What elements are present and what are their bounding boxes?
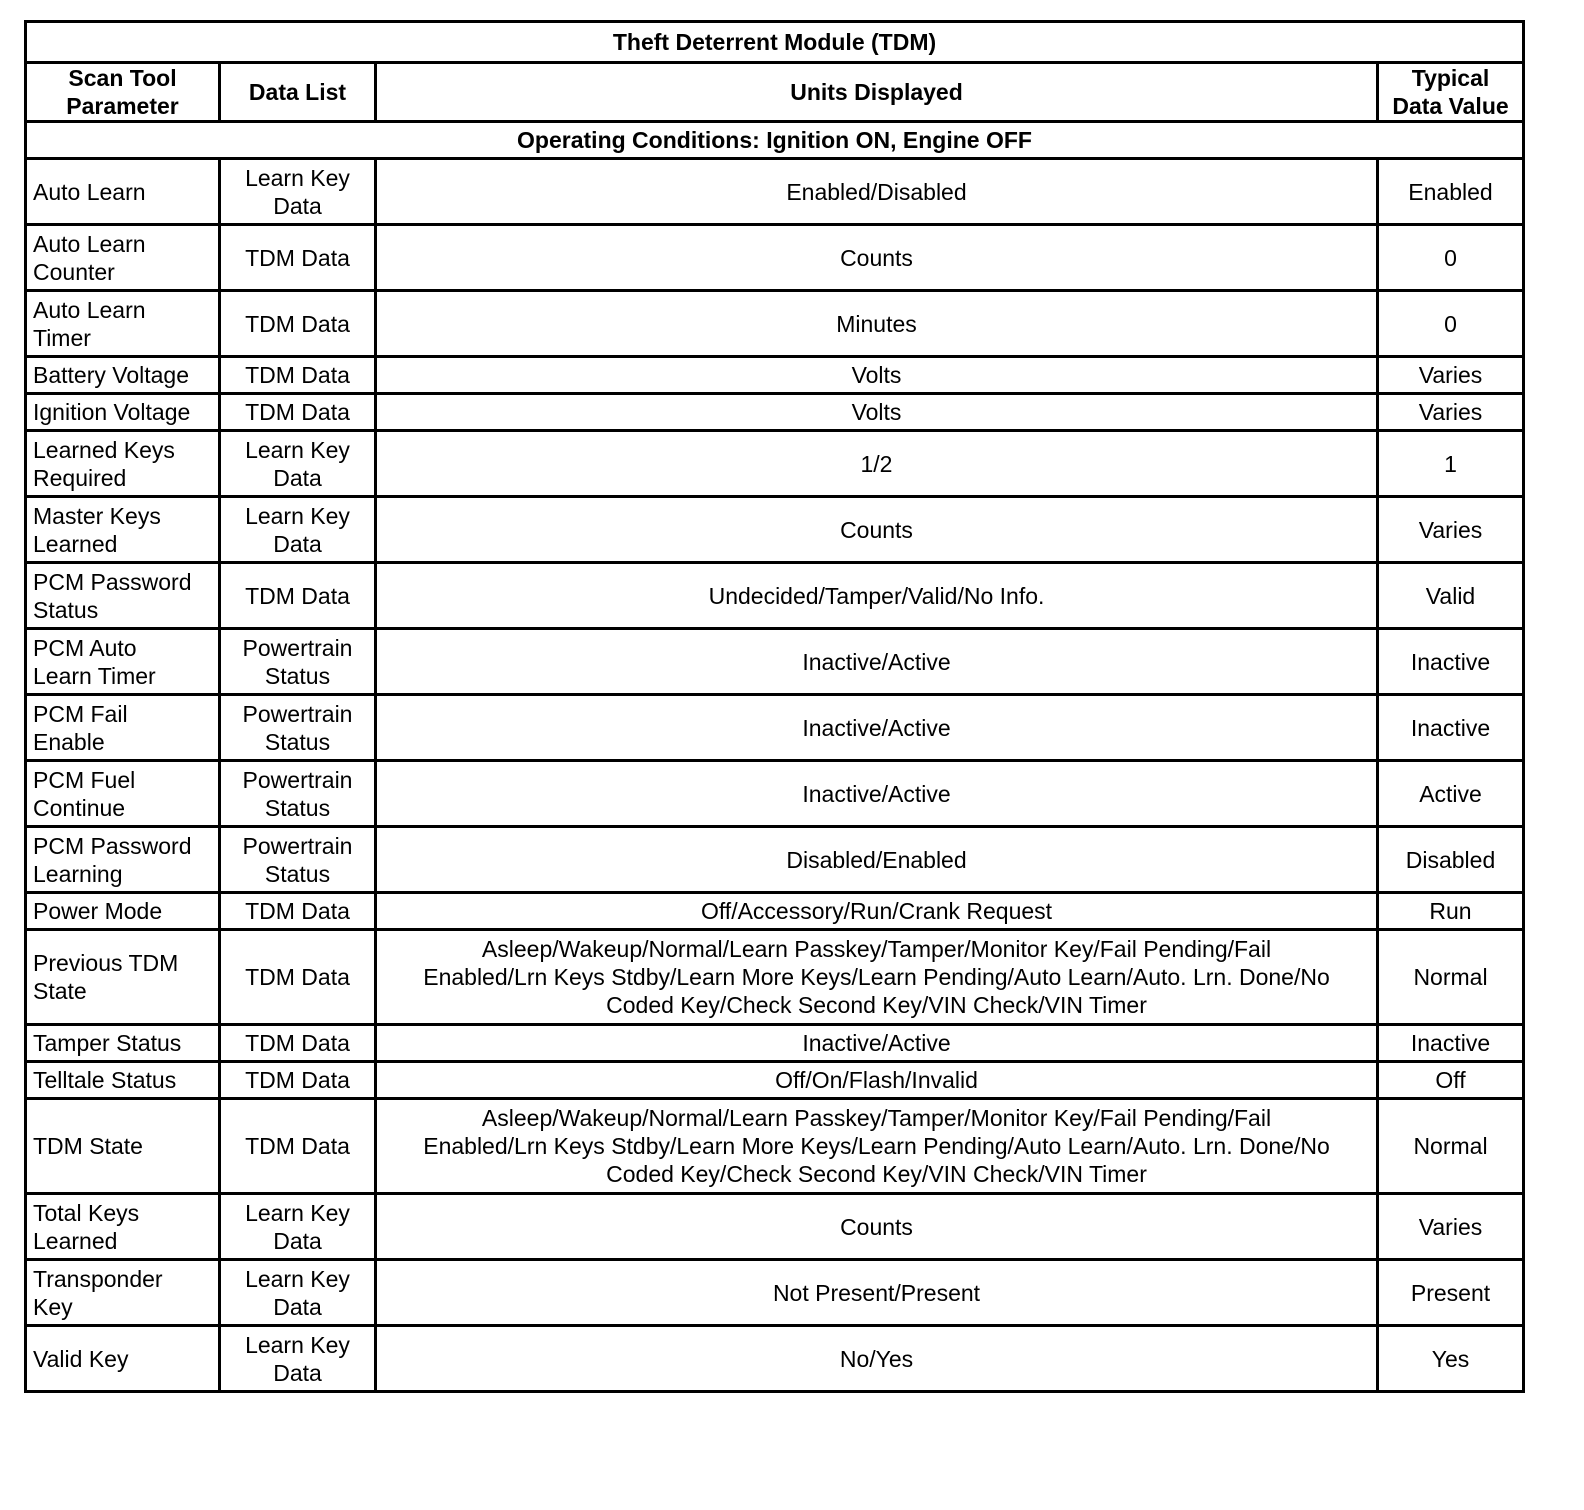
cell-units-line: Asleep/Wakeup/Normal/Learn Passkey/Tamper/Monitor Key/Fail Pending/Fail [481,936,1272,962]
cell-units [376,225,1378,291]
cell-parameter-line: Status [33,596,99,623]
cell-parameter-line: Power Mode [33,898,163,924]
table-row [26,1062,1524,1099]
cell-parameter [26,827,220,893]
cell-data-list-line: TDM Data [245,399,350,425]
header-data-list: Data List [220,63,376,122]
cell-data-list-line: Learn Key [245,1199,350,1226]
cell-parameter-line: Key [33,1293,73,1320]
cell-parameter-line: Counter [33,258,115,285]
cell-units-line: Enabled/Lrn Keys Stdby/Learn More Keys/Learn Pending/Auto Learn/Auto. Lrn. Done/No [423,1133,1330,1159]
cell-parameter [26,761,220,827]
cell-parameter-line: Learning [33,860,123,887]
cell-units [376,563,1378,629]
table-row [26,225,1524,291]
cell-typical-value: Inactive [1378,1025,1524,1062]
cell-parameter-line: Valid Key [33,1345,129,1372]
cell-data-list-line: Status [264,728,331,755]
cell-parameter [26,159,220,225]
cell-data-list-line: TDM Data [245,310,350,337]
cell-units-line: Inactive/Active [802,714,951,741]
cell-data-list [220,930,376,1025]
cell-units [376,1260,1378,1326]
cell-units [376,1194,1378,1260]
cell-data-list [220,629,376,695]
cell-units-line: Minutes [836,310,917,337]
cell-parameter [26,357,220,394]
cell-data-list [220,761,376,827]
cell-parameter [26,394,220,431]
cell-parameter-line: PCM Password [33,568,192,595]
cell-units-line: Undecided/Tamper/Valid/No Info. [708,582,1045,609]
cell-parameter [26,893,220,930]
table-row [26,497,1524,563]
cell-units-line: Asleep/Wakeup/Normal/Learn Passkey/Tamper/Monitor Key/Fail Pending/Fail [481,1105,1272,1131]
cell-parameter-line: Auto Learn [33,178,146,205]
cell-data-list-line: Powertrain [242,700,353,727]
cell-data-list-line: Learn Key [245,1265,350,1292]
cell-parameter [26,1326,220,1392]
cell-typical-value: 1 [1378,431,1524,497]
cell-units-line: 1/2 [860,450,893,477]
table-row [26,761,1524,827]
cell-data-list-line: TDM Data [245,964,350,990]
cell-units [376,629,1378,695]
table-row [26,1194,1524,1260]
cell-typical-value: Yes [1378,1326,1524,1392]
cell-data-list [220,431,376,497]
cell-units-line: Inactive/Active [802,1030,951,1056]
cell-units [376,930,1378,1025]
cell-data-list-line: Learn Key [245,1331,350,1358]
cell-data-list-line: Powertrain [242,634,353,661]
table-row [26,563,1524,629]
cell-units [376,1025,1378,1062]
cell-units [376,431,1378,497]
cell-units-line: Coded Key/Check Second Key/VIN Check/VIN Timer [606,992,1147,1018]
cell-data-list-line: Powertrain [242,766,353,793]
cell-parameter-line: Total Keys [33,1199,140,1226]
table-body [26,159,1524,1392]
cell-units-line: Inactive/Active [802,780,951,807]
cell-data-list-line: TDM Data [245,582,350,609]
table-row [26,431,1524,497]
cell-parameter-line: PCM Fail [33,700,128,727]
cell-parameter-line: Ignition Voltage [33,399,191,425]
cell-typical-value: Enabled [1378,159,1524,225]
cell-units [376,394,1378,431]
cell-data-list-line: Status [264,794,331,821]
header-row [26,63,1524,122]
cell-units-line: Counts [840,516,913,543]
cell-typical-value: Varies [1378,394,1524,431]
cell-typical-value: Active [1378,761,1524,827]
cell-units-line: No/Yes [839,1345,914,1372]
cell-parameter-line: Auto Learn [33,230,146,257]
cell-data-list-line: TDM Data [245,898,350,924]
cell-parameter-line: Telltale Status [33,1067,177,1093]
cell-data-list-line: Data [273,530,322,557]
cell-data-list-line: TDM Data [245,362,350,388]
cell-parameter [26,225,220,291]
table-title: Theft Deterrent Module (TDM) [26,22,1524,63]
tdm-data-table [24,20,1525,1393]
cell-parameter-line: Timer [33,324,91,351]
table-row [26,893,1524,930]
cell-parameter-line: PCM Fuel [33,766,136,793]
cell-data-list-line: Status [264,860,331,887]
table-row [26,1025,1524,1062]
header-typical-value [1378,63,1524,122]
cell-typical-value: Normal [1378,930,1524,1025]
cell-parameter-line: Required [33,464,127,491]
table-row [26,695,1524,761]
cell-units-line: Off/Accessory/Run/Crank Request [700,898,1053,924]
cell-data-list-line: Learn Key [245,436,350,463]
cell-data-list-line: TDM Data [245,244,350,271]
cell-parameter-line: PCM Auto [33,634,137,661]
table-row [26,159,1524,225]
cell-parameter [26,629,220,695]
cell-parameter-line: Auto Learn [33,296,146,323]
cell-typical-value: Inactive [1378,629,1524,695]
cell-typical-value: Varies [1378,497,1524,563]
cell-parameter [26,1260,220,1326]
cell-units [376,497,1378,563]
cell-parameter-line: Tamper Status [33,1030,182,1056]
cell-data-list [220,1099,376,1194]
cell-data-list [220,394,376,431]
cell-data-list [220,1326,376,1392]
cell-typical-value: Varies [1378,357,1524,394]
cell-parameter [26,563,220,629]
cell-units-line: Not Present/Present [772,1279,981,1306]
cell-typical-value: Run [1378,893,1524,930]
cell-data-list-line: Data [273,1293,322,1320]
cell-units [376,827,1378,893]
table-row [26,930,1524,1025]
cell-units-line: Coded Key/Check Second Key/VIN Check/VIN Timer [606,1161,1147,1187]
cell-units [376,1326,1378,1392]
table-row [26,1326,1524,1392]
cell-data-list-line: Data [273,1359,322,1386]
cell-parameter-line: Learned Keys [33,436,175,463]
cell-units [376,1099,1378,1194]
cell-typical-value: Varies [1378,1194,1524,1260]
cell-data-list [220,695,376,761]
cell-units [376,357,1378,394]
cell-parameter-line: Master Keys [33,502,161,529]
cell-units [376,761,1378,827]
cell-parameter [26,1025,220,1062]
cell-parameter [26,695,220,761]
cell-data-list-line: Learn Key [245,164,350,191]
header-typical-line: Data Value [1392,93,1509,119]
cell-data-list [220,291,376,357]
table-row [26,1099,1524,1194]
cell-parameter-line: Enable [33,728,105,755]
cell-parameter-line: Learned [33,1227,118,1254]
cell-parameter [26,1062,220,1099]
table-row [26,629,1524,695]
cell-data-list [220,1025,376,1062]
cell-units [376,291,1378,357]
cell-units [376,695,1378,761]
cell-units-line: Counts [840,244,913,271]
cell-units-line: Inactive/Active [802,648,951,675]
cell-typical-value: Off [1378,1062,1524,1099]
cell-units-line: Counts [840,1213,913,1240]
cell-units-line: Disabled/Enabled [786,846,967,873]
header-parameter-line: Parameter [66,93,179,119]
cell-data-list [220,1260,376,1326]
cell-data-list [220,225,376,291]
cell-data-list-line: Data [273,464,322,491]
cell-parameter-line: Battery Voltage [33,362,189,388]
cell-units [376,1062,1378,1099]
table-row [26,394,1524,431]
cell-data-list [220,1194,376,1260]
cell-parameter-line: State [33,978,87,1004]
cell-units-line: Volts [851,399,902,425]
cell-units [376,159,1378,225]
cell-parameter-line: Learned [33,530,118,557]
cell-typical-value: 0 [1378,291,1524,357]
cell-typical-value: Normal [1378,1099,1524,1194]
cell-data-list [220,827,376,893]
cell-typical-value: 0 [1378,225,1524,291]
header-parameter [26,63,220,122]
cell-data-list [220,1062,376,1099]
cell-data-list-line: TDM Data [245,1067,350,1093]
table-row [26,827,1524,893]
cell-typical-value: Present [1378,1260,1524,1326]
cell-parameter-line: PCM Password [33,832,192,859]
cell-parameter [26,291,220,357]
cell-data-list-line: TDM Data [245,1133,350,1159]
cell-data-list [220,497,376,563]
operating-conditions: Operating Conditions: Ignition ON, Engine OFF [26,122,1524,159]
header-typical-line: Typical [1411,65,1490,91]
cell-parameter [26,431,220,497]
cell-parameter [26,930,220,1025]
cell-parameter [26,1194,220,1260]
cell-data-list [220,893,376,930]
header-units: Units Displayed [376,63,1378,122]
cell-data-list [220,159,376,225]
cell-parameter-line: Learn Timer [33,662,156,689]
cell-typical-value: Valid [1378,563,1524,629]
cell-data-list [220,563,376,629]
cell-parameter-line: Previous TDM [33,950,179,976]
cell-units-line: Off/On/Flash/Invalid [775,1067,978,1093]
cell-data-list-line: Powertrain [242,832,353,859]
cell-units-line: Enabled/Disabled [786,178,967,205]
cell-units-line: Volts [851,362,902,388]
cell-data-list-line: Data [273,192,322,219]
header-parameter-line: Scan Tool [68,65,177,91]
table-row [26,1260,1524,1326]
cell-units [376,893,1378,930]
cell-parameter [26,1099,220,1194]
cell-parameter-line: Continue [33,794,126,821]
cell-parameter-line: TDM State [33,1133,143,1159]
cell-data-list-line: Status [264,662,331,689]
table-row [26,357,1524,394]
cell-typical-value: Inactive [1378,695,1524,761]
cell-parameter-line: Transponder [33,1265,163,1292]
cell-data-list-line: TDM Data [245,1030,350,1056]
cell-typical-value: Disabled [1378,827,1524,893]
cell-units-line: Enabled/Lrn Keys Stdby/Learn More Keys/Learn Pending/Auto Learn/Auto. Lrn. Done/No [423,964,1330,990]
cell-data-list [220,357,376,394]
cell-parameter [26,497,220,563]
cell-data-list-line: Learn Key [245,502,350,529]
cell-data-list-line: Data [273,1227,322,1254]
table-row [26,291,1524,357]
